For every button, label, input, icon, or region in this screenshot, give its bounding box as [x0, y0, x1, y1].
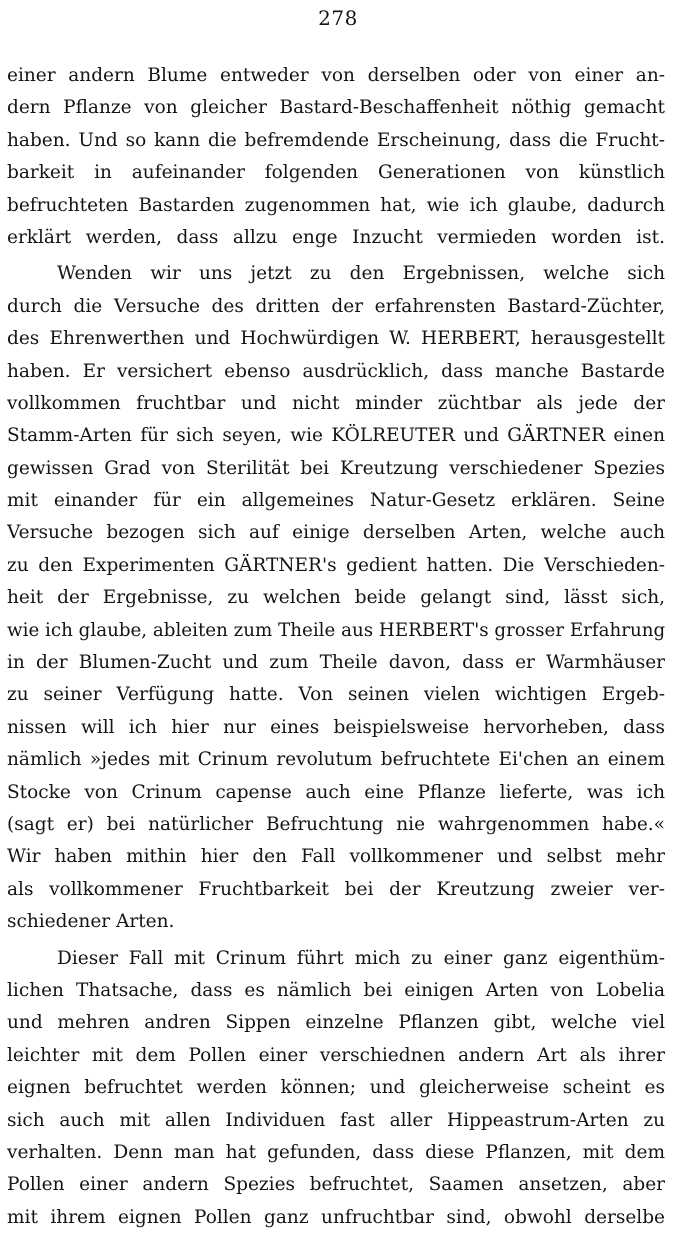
text-line: erklärt werden, dass allzu enge Inzucht vermieden worden ist.	[7, 226, 665, 248]
text-line: mit einander für ein allgemeines Natur-Gesetz erklären. Seine	[7, 490, 665, 512]
text-line: mit ihrem eignen Pollen ganz unfruchtbar sind, obwohl derselbe	[7, 1206, 665, 1228]
text-line: durch die Versuche des dritten der erfahrensten Bastard-Züchter,	[7, 295, 665, 317]
text-line: eignen befruchtet werden können; und gleicherweise scheint es	[7, 1077, 665, 1099]
text-line: schiedener Arten.	[7, 911, 175, 933]
text-line: des Ehrenwerthen und Hochwürdigen W. HERBERT, herausgestellt	[7, 328, 665, 350]
text-line: einer andern Blume entweder von derselben oder von einer an-	[7, 65, 665, 86]
text-line: gewissen Grad von Sterilität bei Kreutzung verschiedener Spezies	[7, 457, 665, 479]
text-line: wie ich glaube, ableiten zum Theile aus HERBERT's grosser Erfahrung	[7, 619, 665, 641]
text-line: und mehren andren Sippen einzelne Pflanzen gibt, welche viel	[7, 1012, 665, 1034]
text-line: (sagt er) bei natürlicher Befruchtung nie wahrgenommen habe.«	[7, 813, 665, 835]
text-line: Dieser Fall mit Crinum führt mich zu einer ganz eigenthüm-	[57, 947, 665, 969]
text-line: Stamm-Arten für sich seyen, wie KÖLREUTER und GÄRTNER einen	[7, 425, 665, 447]
text-line: Wenden wir uns jetzt zu den Ergebnissen, welche sich	[57, 263, 665, 285]
text-line: verhalten. Denn man hat gefunden, dass diese Pflanzen, mit dem	[7, 1141, 665, 1163]
text-line: dern Pflanze von gleicher Bastard-Beschaffenheit nöthig gemacht	[7, 97, 665, 119]
text-line: haben. Er versichert ebenso ausdrücklich, dass manche Bastarde	[7, 360, 665, 382]
text-line: barkeit in aufeinander folgenden Generationen von künstlich	[7, 162, 665, 184]
text-line: zu seiner Verfügung hatte. Von seinen vielen wichtigen Ergeb-	[7, 684, 665, 706]
text-line: nämlich »jedes mit Crinum revolutum befruchtete Ei'chen an einem	[7, 749, 665, 771]
text-line: zu den Experimenten GÄRTNER's gedient hatten. Die Verschieden-	[7, 554, 665, 576]
text-line: haben. Und so kann die befremdende Erscheinung, dass die Frucht-	[7, 129, 665, 151]
text-line: befruchteten Bastarden zugenommen hat, wie ich glaube, dadurch	[7, 194, 665, 216]
text-line: Pollen einer andern Spezies befruchtet, Saamen ansetzen, aber	[7, 1174, 665, 1196]
text-line: als vollkommener Fruchtbarkeit bei der Kreutzung zweier ver-	[7, 878, 665, 900]
text-line: Wir haben mithin hier den Fall vollkommener und selbst mehr	[7, 846, 665, 868]
text-line: Versuche bezogen sich auf einige derselben Arten, welche auch	[7, 522, 665, 544]
text-line: heit der Ergebnisse, zu welchen beide gelangt sind, lässt sich,	[7, 587, 665, 609]
text-line: leichter mit dem Pollen einer verschiednen andern Art als ihrer	[7, 1044, 665, 1066]
text-line: vollkommen fruchtbar und nicht minder züchtbar als jede der	[7, 392, 665, 414]
text-line: lichen Thatsache, dass es nämlich bei einigen Arten von Lobelia	[7, 979, 665, 1001]
text-line: Stocke von Crinum capense auch eine Pflanze lieferte, was ich	[7, 781, 665, 803]
page-number: 278	[318, 6, 358, 30]
text-line: sich auch mit allen Individuen fast aller Hippeastrum-Arten zu	[7, 1109, 665, 1131]
body-text	[7, 60, 665, 1234]
text-line: in der Blumen-Zucht und zum Theile davon, dass er Warmhäuser	[7, 652, 665, 674]
text-line: nissen will ich hier nur eines beispielsweise hervorheben, dass	[7, 716, 665, 738]
